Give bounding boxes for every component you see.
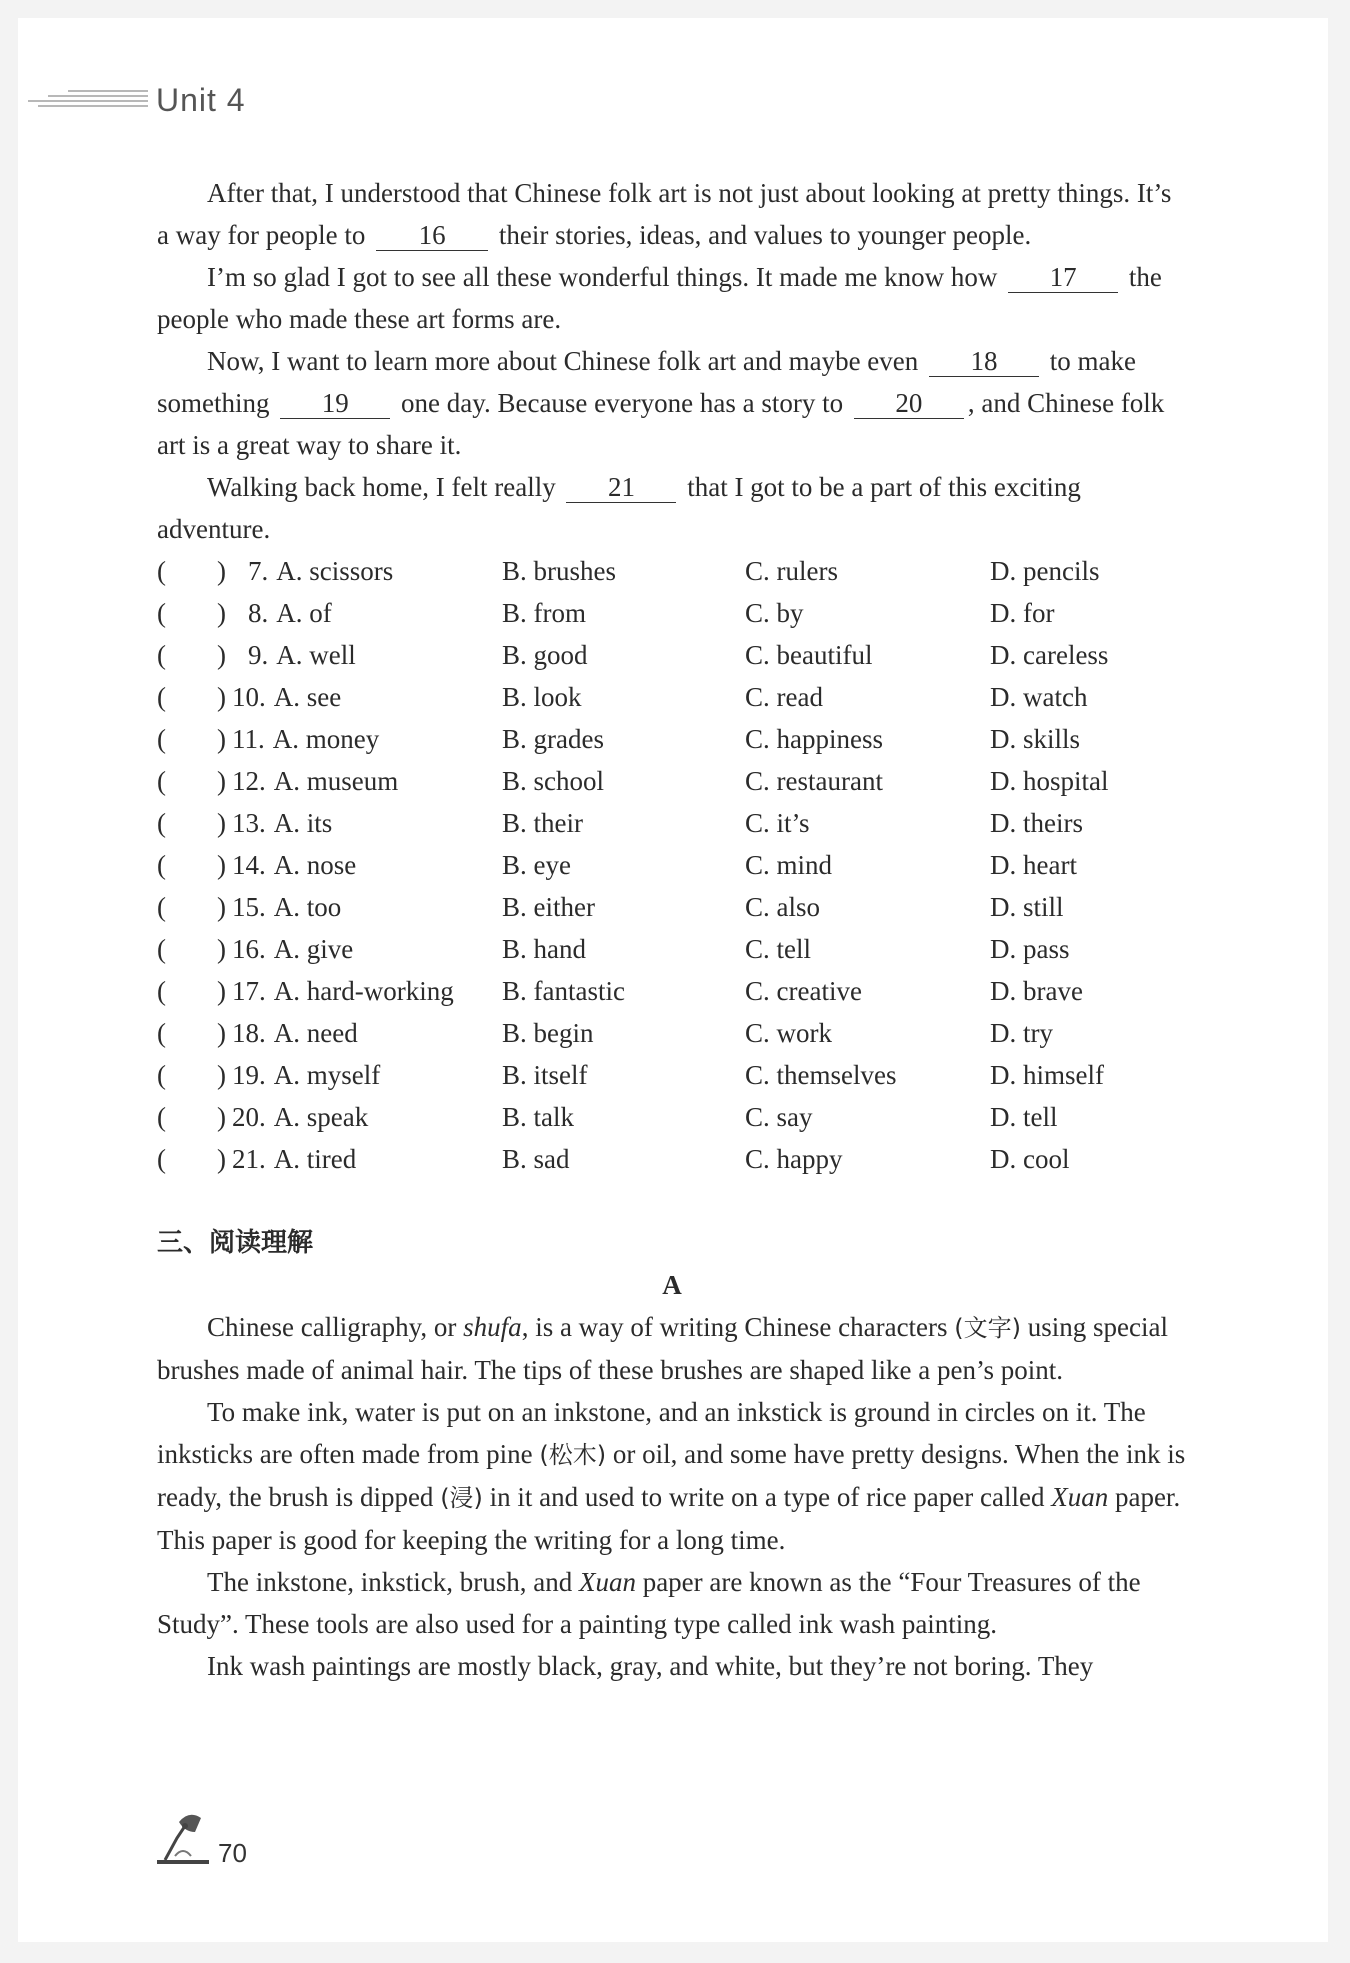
options-list <box>157 550 1187 1180</box>
question-number[interactable] <box>157 1138 502 1180</box>
desk-lamp-icon <box>155 1808 215 1868</box>
text: in it and used to write on a type of rice paper called <box>489 1482 1045 1512</box>
question-num: 13. <box>232 808 266 838</box>
text: , and Chinese folk art is a great way to share it. <box>157 388 1165 460</box>
option-b: B. look <box>502 682 582 712</box>
page-content <box>157 172 1187 1687</box>
text: After that, I understood that Chinese folk art is not just about looking at pretty things. It’s a way for people to <box>157 178 1172 250</box>
answer-bracket[interactable]: ( <box>157 766 166 796</box>
bracket-close: ) <box>217 1018 226 1048</box>
bracket-close: ) <box>217 976 226 1006</box>
option-c: C. tell <box>745 934 811 964</box>
answer-bracket[interactable]: ( <box>157 808 166 838</box>
text: their stories, ideas, and values to younger people. <box>498 220 1032 250</box>
bracket-close: ) <box>217 766 226 796</box>
bracket-close: ) <box>217 934 226 964</box>
option-d: D. tell <box>990 1102 1058 1132</box>
question-number[interactable] <box>157 1096 502 1138</box>
option-d: D. heart <box>990 850 1077 880</box>
answer-bracket[interactable]: ( <box>157 1060 166 1090</box>
bracket-close: ) <box>217 1144 226 1174</box>
option-c: C. say <box>745 1102 813 1132</box>
question-number[interactable] <box>157 760 502 802</box>
question-num: 18. <box>232 1018 266 1048</box>
answer-bracket[interactable]: ( <box>157 1102 166 1132</box>
option-a: A. myself <box>273 1060 381 1090</box>
question-number[interactable] <box>157 1012 502 1054</box>
answer-bracket[interactable]: ( <box>157 934 166 964</box>
option-c: C. restaurant <box>745 766 883 796</box>
header-decoration <box>28 90 148 110</box>
unit-title: Unit 4 <box>156 82 246 118</box>
answer-bracket[interactable]: ( <box>157 976 166 1006</box>
option-c: C. themselves <box>745 1060 897 1090</box>
option-c: C. work <box>745 1018 832 1048</box>
option-c: C. happiness <box>745 724 883 754</box>
question-number[interactable] <box>157 676 502 718</box>
option-d: D. pass <box>990 934 1070 964</box>
option-row <box>157 1138 1187 1180</box>
chinese-gloss: (文字) <box>954 1314 1022 1342</box>
question-num: 11. <box>232 724 265 754</box>
bracket-close: ) <box>217 598 226 628</box>
italic-term: Xuan <box>1051 1482 1109 1512</box>
text: paper. This paper is good for keeping the writing for a long time. <box>157 1482 1181 1555</box>
question-number[interactable] <box>157 844 502 886</box>
italic-term: shufa <box>463 1312 522 1342</box>
option-b: B. talk <box>502 1102 574 1132</box>
option-row <box>157 1012 1187 1054</box>
bracket-close: ) <box>217 682 226 712</box>
text: Walking back home, I felt really <box>207 472 556 502</box>
question-number[interactable] <box>157 886 502 928</box>
text: using special brushes made of animal hair. The tips of these brushes are shaped like a pen’s point. <box>157 1312 1169 1385</box>
question-num: 12. <box>232 766 266 796</box>
question-number[interactable] <box>157 1054 502 1096</box>
option-b: B. either <box>502 892 595 922</box>
option-row <box>157 928 1187 970</box>
option-b: B. eye <box>502 850 571 880</box>
option-c: C. creative <box>745 976 862 1006</box>
option-row <box>157 676 1187 718</box>
text: , is a way of writing Chinese characters <box>521 1312 948 1342</box>
cloze-paragraph-4 <box>157 466 1187 550</box>
option-b: B. good <box>502 640 588 670</box>
reading-paragraph-3 <box>157 1561 1187 1645</box>
text: Chinese calligraphy, or <box>207 1312 457 1342</box>
bracket-close: ) <box>217 850 226 880</box>
option-row <box>157 634 1187 676</box>
answer-bracket[interactable]: ( <box>157 556 166 586</box>
answer-bracket[interactable]: ( <box>157 850 166 880</box>
text: I’m so glad I got to see all these wonderful things. It made me know how <box>207 262 998 292</box>
question-num: 15. <box>232 892 266 922</box>
option-b: B. brushes <box>502 556 616 586</box>
text: The inkstone, inkstick, brush, and <box>207 1567 573 1597</box>
chinese-gloss: (松木) <box>539 1441 607 1469</box>
option-c: C. mind <box>745 850 833 880</box>
option-row <box>157 718 1187 760</box>
page-number: 70 <box>218 1838 247 1868</box>
option-c: C. happy <box>745 1144 843 1174</box>
option-c: C. it’s <box>745 808 810 838</box>
option-a: A. well <box>276 640 356 670</box>
bracket-close: ) <box>217 1060 226 1090</box>
option-d: D. pencils <box>990 556 1100 586</box>
option-a: A. speak <box>273 1102 369 1132</box>
bracket-close: ) <box>217 1102 226 1132</box>
question-num: 19. <box>232 1060 266 1090</box>
option-b: B. their <box>502 808 583 838</box>
option-c: C. read <box>745 682 823 712</box>
option-b: B. hand <box>502 934 586 964</box>
option-b: B. begin <box>502 1018 594 1048</box>
option-b: B. grades <box>502 724 604 754</box>
answer-bracket[interactable]: ( <box>157 598 166 628</box>
option-a: A. nose <box>273 850 357 880</box>
question-num: 7. <box>248 556 269 586</box>
option-b: B. from <box>502 598 586 628</box>
text: to make something <box>157 346 1137 418</box>
option-b: B. fantastic <box>502 976 625 1006</box>
text: that I got to be a part of this exciting adventure. <box>157 472 1081 544</box>
option-row <box>157 1096 1187 1138</box>
option-c: C. beautiful <box>745 640 873 670</box>
answer-bracket[interactable]: ( <box>157 682 166 712</box>
section-title: 三、阅读理解 <box>157 1228 314 1258</box>
option-b: B. school <box>502 766 605 796</box>
option-c: C. also <box>745 892 821 922</box>
question-num: 16. <box>232 934 266 964</box>
option-row <box>157 970 1187 1012</box>
question-number[interactable] <box>157 928 502 970</box>
option-d: D. brave <box>990 976 1083 1006</box>
question-num: 10. <box>232 682 266 712</box>
answer-bracket[interactable]: ( <box>157 1018 166 1048</box>
question-number[interactable] <box>157 550 502 592</box>
answer-bracket[interactable]: ( <box>157 1144 166 1174</box>
option-a: A. tired <box>273 1144 357 1174</box>
chinese-gloss: (浸) <box>440 1484 483 1512</box>
question-num: 14. <box>232 850 266 880</box>
question-number[interactable] <box>157 592 502 634</box>
reading-paragraph-2 <box>157 1391 1187 1561</box>
option-a: A. too <box>273 892 342 922</box>
question-number[interactable] <box>157 802 502 844</box>
answer-bracket[interactable]: ( <box>157 892 166 922</box>
bracket-close: ) <box>217 640 226 670</box>
blank-20[interactable]: 20 <box>854 388 964 419</box>
cloze-paragraph-2 <box>157 256 1187 340</box>
text: To make ink, water is put on an inkstone, and an inkstick is ground in circles on it. The inksticks are often made from pine <box>157 1397 1146 1469</box>
answer-bracket[interactable]: ( <box>157 640 166 670</box>
option-a: A. money <box>272 724 380 754</box>
italic-term: Xuan <box>578 1567 636 1597</box>
blank-19[interactable]: 19 <box>280 388 390 419</box>
option-c: C. by <box>745 598 804 628</box>
option-d: D. cool <box>990 1144 1070 1174</box>
cloze-paragraph-3 <box>157 340 1187 466</box>
text: paper are known as the “Four Treasures of the Study”. These tools are also used for a painting type called ink wash painting. <box>157 1567 1141 1639</box>
text: the people who made these art forms are. <box>157 262 1162 334</box>
option-d: D. hospital <box>990 766 1109 796</box>
question-number[interactable] <box>157 634 502 676</box>
option-b: B. itself <box>502 1060 588 1090</box>
question-num: 9. <box>248 640 269 670</box>
option-d: D. theirs <box>990 808 1083 838</box>
option-b: B. sad <box>502 1144 570 1174</box>
blank-18[interactable]: 18 <box>929 346 1039 377</box>
option-d: D. careless <box>990 640 1109 670</box>
option-row <box>157 550 1187 592</box>
bracket-close: ) <box>217 892 226 922</box>
bracket-close: ) <box>217 724 226 754</box>
option-row <box>157 802 1187 844</box>
question-number[interactable] <box>157 970 502 1012</box>
answer-bracket[interactable]: ( <box>157 724 166 754</box>
text: one day. Because everyone has a story to <box>401 388 844 418</box>
option-row <box>157 592 1187 634</box>
question-num: 8. <box>248 598 269 628</box>
option-a: A. of <box>276 598 332 628</box>
option-d: D. skills <box>990 724 1081 754</box>
question-number[interactable] <box>157 718 502 760</box>
text: Now, I want to learn more about Chinese folk art and maybe even <box>207 346 919 376</box>
option-d: D. himself <box>990 1060 1104 1090</box>
option-d: D. try <box>990 1018 1053 1048</box>
option-a: A. scissors <box>276 556 394 586</box>
option-row <box>157 886 1187 928</box>
blank-17[interactable]: 17 <box>1008 262 1118 293</box>
bracket-close: ) <box>217 808 226 838</box>
bracket-close: ) <box>217 556 226 586</box>
option-row <box>157 844 1187 886</box>
option-d: D. still <box>990 892 1064 922</box>
blank-16[interactable]: 16 <box>376 220 488 251</box>
option-a: A. need <box>273 1018 358 1048</box>
option-c: C. rulers <box>745 556 838 586</box>
question-num: 17. <box>232 976 266 1006</box>
option-a: A. museum <box>273 766 399 796</box>
option-a: A. hard-working <box>273 976 454 1006</box>
text: or oil, and some have pretty designs. When the ink is ready, the brush is dipped <box>157 1439 1186 1512</box>
option-row <box>157 1054 1187 1096</box>
cloze-paragraph-1 <box>157 172 1187 256</box>
option-a: A. its <box>273 808 333 838</box>
option-a: A. give <box>273 934 354 964</box>
question-num: 21. <box>232 1144 266 1174</box>
question-num: 20. <box>232 1102 266 1132</box>
reading-paragraph-4: Ink wash paintings are mostly black, gray, and white, but they’re not boring. They <box>207 1651 1094 1681</box>
reading-paragraph-1 <box>157 1306 1187 1391</box>
blank-21[interactable]: 21 <box>566 472 676 503</box>
option-d: D. watch <box>990 682 1088 712</box>
option-row <box>157 760 1187 802</box>
option-d: D. for <box>990 598 1055 628</box>
option-a: A. see <box>273 682 342 712</box>
passage-label: A <box>662 1270 682 1300</box>
